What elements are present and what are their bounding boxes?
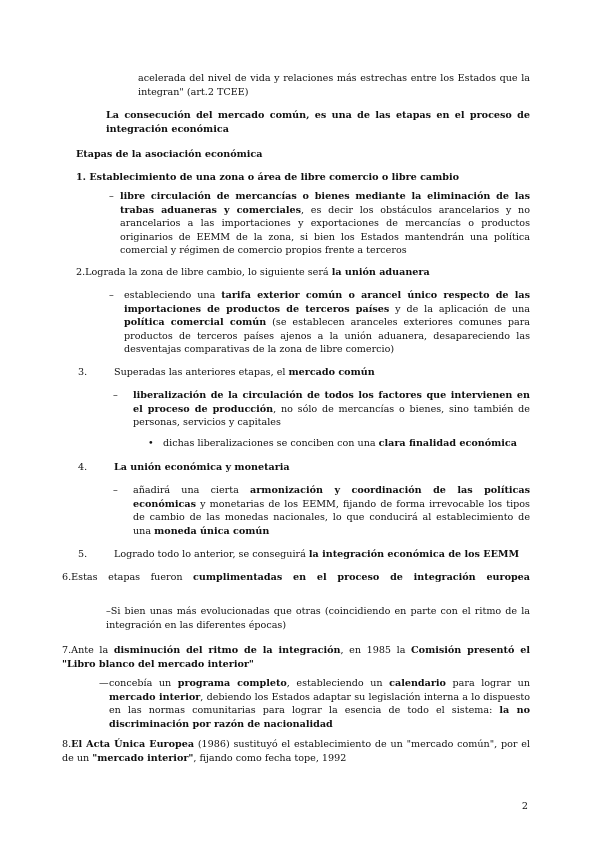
stage-1-description: libre circulación de mercancías o bienes mediante la eliminación de las trabas aduaneras y comerciales, es decir los obstáculos arancelarios y no arancelarios a las importaciones y exportaciones de mercancías o productos originarios de EEMM de la zona, si bien los Estados mantendrán una política comercial y régimen de comercio propios frente a terceros (120, 191, 530, 256)
stage-3-bullet-text: dichas liberalizaciones se conciben con una clara finalidad económica (163, 438, 517, 449)
stage-1-dash: – (109, 191, 114, 202)
point-7-dash: — (99, 678, 109, 689)
stage-5-text: Logrado todo lo anterior, se conseguirá la integración económica de los EEMM (114, 549, 520, 560)
stage-4-title: La unión económica y monetaria (114, 462, 290, 473)
stage-3-description: liberalización de la circulación de todos los factores que intervienen en el proceso de producción, no sólo de mercancías o bienes, sino también de personas, servicios y capitales (133, 390, 530, 428)
page-number: 2 (521, 801, 528, 812)
point-7-sub: concebía un programa completo, estableciendo un calendario para lograr un mercado interior, debiendo los Estados adaptar su legislación interna a lo dispuesto en las normas comunitarias para lograr la esencia de todo el sistema: la no discriminación por razón de nacionalidad (109, 678, 530, 730)
point-7-text: 7.Ante la disminución del ritmo de la integración, en 1985 la Comisión presentó el "Libro blanco del mercado interior" (62, 645, 531, 670)
stage-4-number: 4. (78, 462, 88, 473)
point-8-text: 8.El Acta Única Europea (1986) sustituyó el establecimiento de un "mercado común", por el de un "mercado interior", fijando como fecha tope, 1992 (62, 739, 530, 764)
stage-1-title: Establecimiento de una zona o área de libre comercio o libre cambio (89, 172, 460, 183)
stage-2-description: estableciendo una tarifa exterior común o arancel único respecto de las importaciones de productos de terceros países y de la aplicación de una política comercial común (se establecen aranceles exteriores comunes para productos de terceros países ajenos a la unión aduanera, desapareciendo las desventajas comparativas de la zona de libre comercio) (124, 290, 530, 355)
stage-4-description: añadirá una cierta armonización y coordinación de las políticas económicas y monetarias de los EEMM, fijando de forma irrevocable los tipos de cambio de las monedas nacionales, lo que conducirá al establecimiento de una moneda única común (133, 485, 531, 537)
stage-4-dash: – (113, 485, 118, 496)
stage-3-dash: – (113, 390, 118, 401)
stage-3-number: 3. (78, 367, 88, 378)
stage-3-heading: Superadas las anteriores etapas, el mercado común (114, 367, 375, 378)
section-title: Etapas de la asociación económica (76, 149, 263, 160)
stage-1-number: 1. (76, 172, 87, 183)
stage-3-bullet: • (148, 438, 154, 449)
stage-2-dash: – (109, 290, 114, 301)
intro-quote: acelerada del nivel de vida y relaciones más estrechas entre los Estados que la integran" (art.2 TCEE) (138, 73, 530, 98)
point-6-sub: –Si bien unas más evolucionadas que otras (coincidiendo en parte con el ritmo de la integración en las diferentes épocas) (106, 606, 530, 631)
statement-paragraph: La consecución del mercado común, es una de las etapas en el proceso de integración económica (106, 110, 530, 135)
stage-5-number: 5. (78, 549, 88, 560)
point-6-line-1: 6.Estas etapas fueron cumplimentadas en el proceso de integración europea (62, 572, 531, 583)
stage-1-heading (76, 171, 530, 185)
stage-2-heading: 2.Lograda la zona de libre cambio, lo siguiente será la unión aduanera (76, 267, 430, 278)
